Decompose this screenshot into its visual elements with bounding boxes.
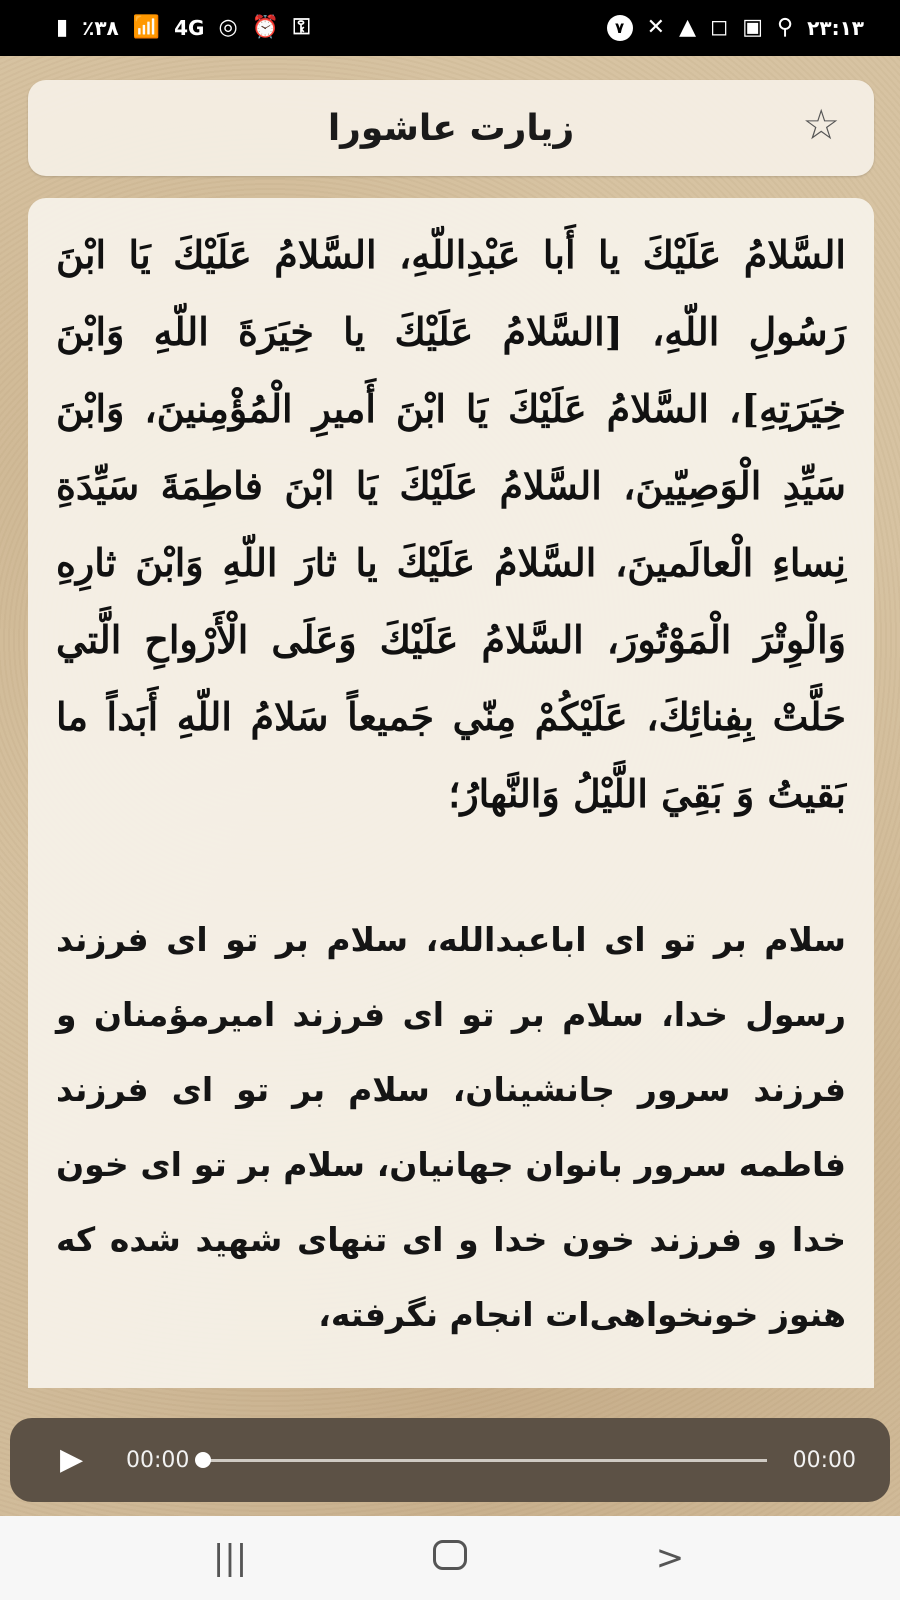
seek-bar[interactable] [203, 1459, 766, 1462]
gallery-icon: ▣ [742, 15, 764, 40]
navigation-bar [0, 1516, 900, 1600]
current-time: 00:00 [126, 1447, 190, 1473]
mute-icon: ✕ [646, 15, 666, 40]
play-icon[interactable]: ▶ [60, 1442, 84, 1477]
status-right [607, 15, 864, 41]
key-icon: ⚿ [293, 15, 310, 40]
page-title: زیارت عاشورا [327, 107, 575, 149]
hotspot-icon: ◎ [218, 15, 238, 40]
network-type: 4G [174, 16, 205, 40]
notification-count-badge: ۷ [607, 15, 633, 41]
star-icon[interactable]: ☆ [802, 100, 840, 149]
home-icon [433, 1540, 467, 1570]
battery-level: ٪۳۸ [82, 16, 119, 40]
instagram-icon: ◻ [709, 15, 729, 40]
seek-thumb[interactable] [195, 1452, 211, 1468]
header-card [28, 80, 874, 176]
arabic-text: السَّلامُ عَلَيْكَ يا أَبا عَبْدِاللّهِ، السَّلامُ عَلَيْكَ يَا ابْنَ رَسُولِ اللّهِ، [السَّلامُ عَلَيْكَ يا خِيَرَةَ اللّهِ وَابْنَ خِيَرَتِهِ]، السَّلامُ عَلَيْكَ يَا ابْنَ أَميرِ الْمُؤْمِنينَ، وَابْنَ سَيِّدِ الْوَصِيّينَ، السَّلامُ عَلَيْكَ يَا ابْنَ فاطِمَةَ سَيِّدَةِ نِساءِ الْعالَمينَ، السَّلامُ عَلَيْكَ يا ثارَ اللّهِ وَابْنَ ثارِهِ وَالْوِتْرَ الْمَوْتُورَ، السَّلامُ عَلَيْكَ وَعَلَى الْأَرْواحِ الَّتي حَلَّتْ بِفِنائِكَ، عَلَيْكُمْ مِنّي جَميعاً سَلامُ اللّهِ أَبَداً ما بَقيتُ وَ بَقِيَ اللَّيْلُ وَالنَّهارُ؛ [56, 232, 846, 816]
recent-apps-icon[interactable]: ||| [212, 1538, 248, 1578]
back-icon[interactable]: > [655, 1538, 685, 1578]
warning-icon: ▲ [679, 15, 696, 40]
alarm-icon: ⏰ [251, 15, 280, 40]
usb-icon: ⚲ [777, 15, 794, 40]
content-card[interactable] [28, 198, 874, 1388]
battery-icon: ▮ [56, 15, 69, 40]
persian-translation: سلام بر تو ای اباعبدالله، سلام بر تو ای فرزند رسول خدا، سلام بر تو ای فرزند امیرمؤمنان و فرزند سرور جانشینان، سلام بر تو ای فرزند فاطمه سرور بانوان جهانیان، سلام بر تو ای خون خدا و فرزند خون خدا و ای تنهای شهید شده که هنوز خونخواهی‌ات انجام نگرفته، [56, 920, 846, 1334]
home-button[interactable] [420, 1540, 480, 1576]
clock: ۲۳:۱۳ [807, 16, 864, 40]
audio-player [10, 1418, 890, 1502]
total-time: 00:00 [792, 1447, 856, 1473]
signal-icon: 📶 [132, 15, 161, 40]
status-bar [0, 0, 900, 56]
status-left [56, 16, 310, 40]
